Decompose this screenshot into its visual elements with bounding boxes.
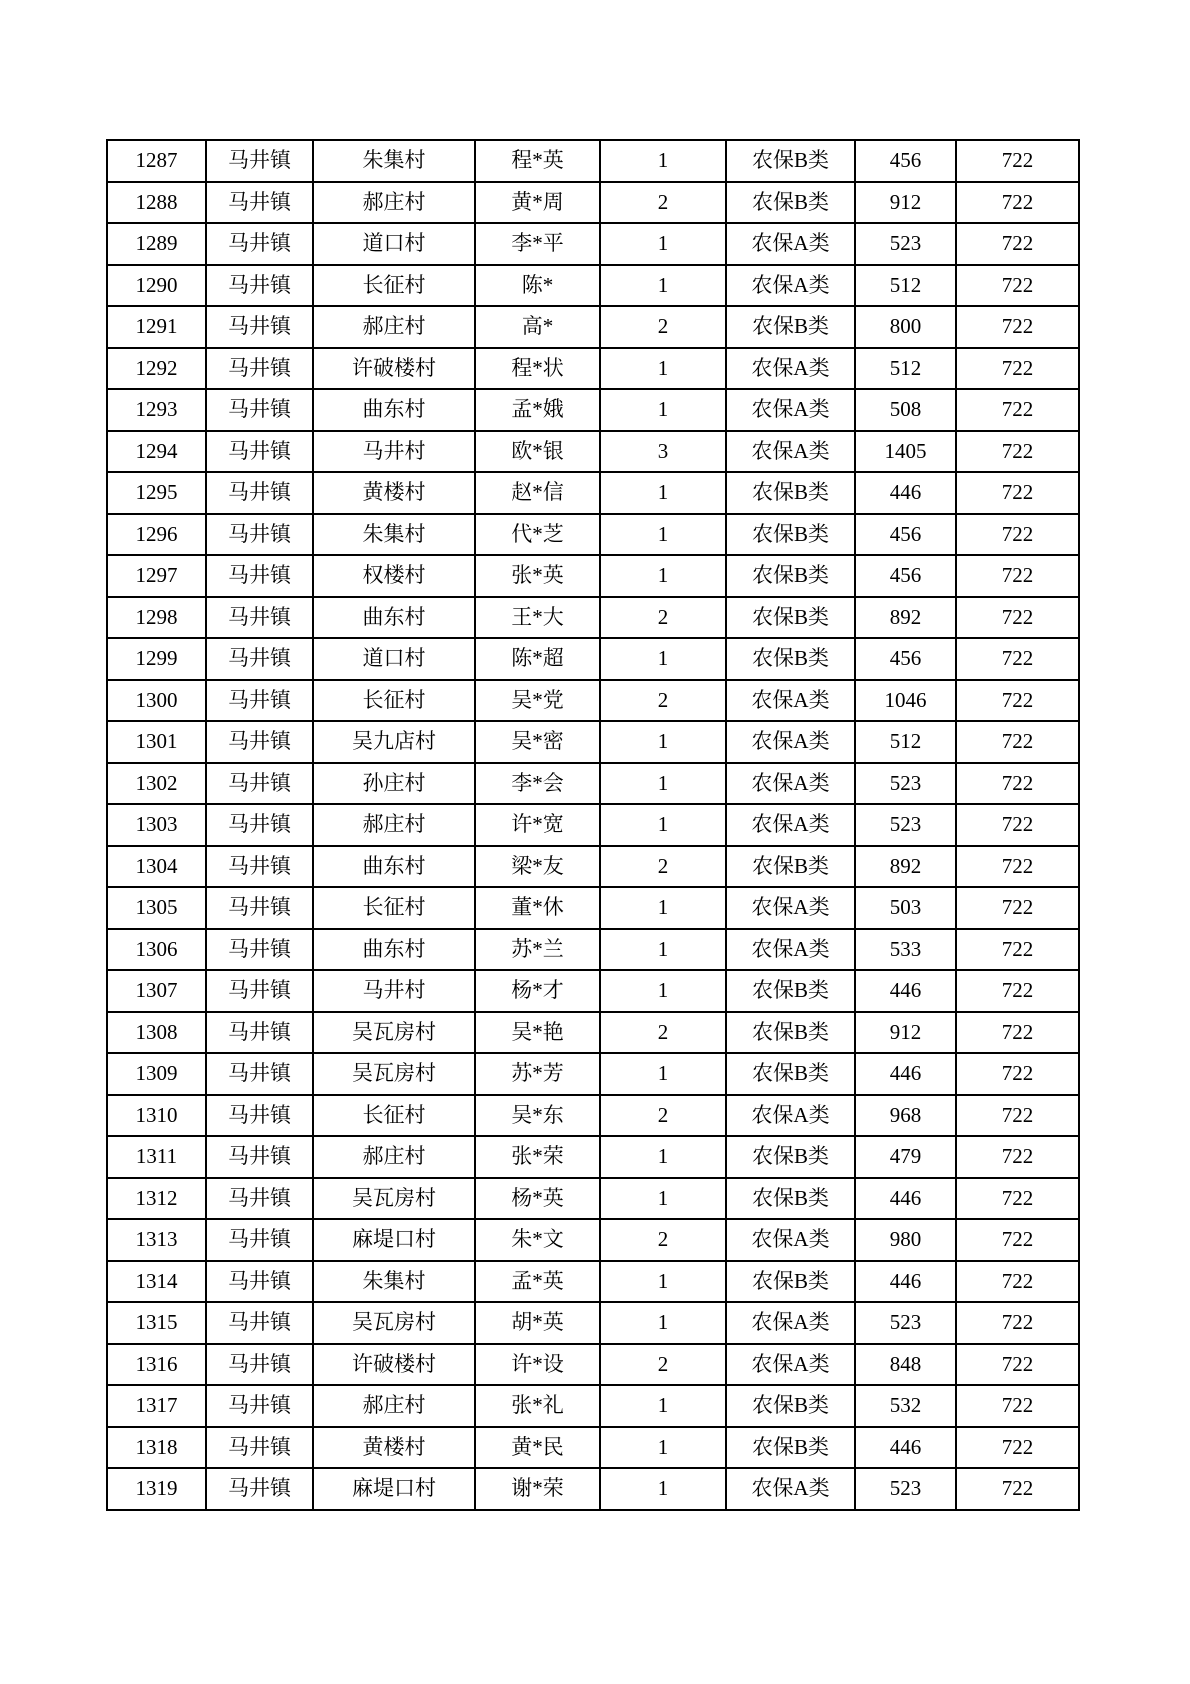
name-cell: 吴*东: [475, 1095, 600, 1137]
name-cell: 孟*娥: [475, 389, 600, 431]
town-cell: 马井镇: [206, 1385, 313, 1427]
village-cell: 曲东村: [313, 846, 475, 888]
town-cell: 马井镇: [206, 1302, 313, 1344]
count-cell: 1: [600, 1053, 726, 1095]
count-cell: 1: [600, 265, 726, 307]
row-id-cell: 1292: [107, 348, 206, 390]
amount-cell: 523: [855, 1302, 956, 1344]
row-id-cell: 1306: [107, 929, 206, 971]
name-cell: 黄*周: [475, 182, 600, 224]
row-id-cell: 1313: [107, 1219, 206, 1261]
town-cell: 马井镇: [206, 1095, 313, 1137]
amount-cell: 456: [855, 555, 956, 597]
count-cell: 1: [600, 763, 726, 805]
table-row: [107, 680, 1079, 722]
insurance-type-cell: 农保B类: [726, 638, 855, 680]
row-id-cell: 1309: [107, 1053, 206, 1095]
town-cell: 马井镇: [206, 846, 313, 888]
table-row: [107, 1219, 1079, 1261]
insurance-type-cell: 农保B类: [726, 846, 855, 888]
standard-cell: 722: [956, 348, 1079, 390]
table-row: [107, 306, 1079, 348]
row-id-cell: 1308: [107, 1012, 206, 1054]
town-cell: 马井镇: [206, 1261, 313, 1303]
village-cell: 郝庄村: [313, 804, 475, 846]
count-cell: 2: [600, 1219, 726, 1261]
town-cell: 马井镇: [206, 472, 313, 514]
row-id-cell: 1312: [107, 1178, 206, 1220]
town-cell: 马井镇: [206, 555, 313, 597]
standard-cell: 722: [956, 1261, 1079, 1303]
town-cell: 马井镇: [206, 265, 313, 307]
count-cell: 2: [600, 597, 726, 639]
name-cell: 欧*银: [475, 431, 600, 473]
town-cell: 马井镇: [206, 929, 313, 971]
table-row: [107, 182, 1079, 224]
insurance-type-cell: 农保B类: [726, 1012, 855, 1054]
name-cell: 杨*才: [475, 970, 600, 1012]
count-cell: 1: [600, 514, 726, 556]
amount-cell: 912: [855, 182, 956, 224]
town-cell: 马井镇: [206, 680, 313, 722]
standard-cell: 722: [956, 472, 1079, 514]
village-cell: 麻堤口村: [313, 1468, 475, 1510]
count-cell: 2: [600, 680, 726, 722]
insurance-type-cell: 农保B类: [726, 472, 855, 514]
count-cell: 1: [600, 1261, 726, 1303]
village-cell: 朱集村: [313, 1261, 475, 1303]
insurance-type-cell: 农保A类: [726, 680, 855, 722]
beneficiary-table: [106, 139, 1080, 1511]
village-cell: 朱集村: [313, 514, 475, 556]
name-cell: 黄*民: [475, 1427, 600, 1469]
insurance-type-cell: 农保A类: [726, 431, 855, 473]
standard-cell: 722: [956, 846, 1079, 888]
row-id-cell: 1298: [107, 597, 206, 639]
amount-cell: 523: [855, 804, 956, 846]
amount-cell: 512: [855, 721, 956, 763]
amount-cell: 523: [855, 223, 956, 265]
count-cell: 2: [600, 1344, 726, 1386]
town-cell: 马井镇: [206, 1344, 313, 1386]
name-cell: 赵*信: [475, 472, 600, 514]
count-cell: 1: [600, 970, 726, 1012]
village-cell: 长征村: [313, 887, 475, 929]
village-cell: 曲东村: [313, 389, 475, 431]
insurance-type-cell: 农保A类: [726, 721, 855, 763]
town-cell: 马井镇: [206, 721, 313, 763]
town-cell: 马井镇: [206, 306, 313, 348]
amount-cell: 1046: [855, 680, 956, 722]
row-id-cell: 1302: [107, 763, 206, 805]
table-row: [107, 389, 1079, 431]
table-row: [107, 1095, 1079, 1137]
row-id-cell: 1288: [107, 182, 206, 224]
name-cell: 程*英: [475, 140, 600, 182]
insurance-type-cell: 农保B类: [726, 1136, 855, 1178]
count-cell: 1: [600, 1468, 726, 1510]
name-cell: 胡*英: [475, 1302, 600, 1344]
standard-cell: 722: [956, 970, 1079, 1012]
count-cell: 2: [600, 1012, 726, 1054]
count-cell: 3: [600, 431, 726, 473]
town-cell: 马井镇: [206, 1053, 313, 1095]
table-row: [107, 223, 1079, 265]
standard-cell: 722: [956, 763, 1079, 805]
standard-cell: 722: [956, 1178, 1079, 1220]
insurance-type-cell: 农保A类: [726, 804, 855, 846]
standard-cell: 722: [956, 1095, 1079, 1137]
village-cell: 马井村: [313, 431, 475, 473]
amount-cell: 912: [855, 1012, 956, 1054]
insurance-type-cell: 农保A类: [726, 348, 855, 390]
town-cell: 马井镇: [206, 1468, 313, 1510]
name-cell: 王*大: [475, 597, 600, 639]
row-id-cell: 1294: [107, 431, 206, 473]
village-cell: 长征村: [313, 265, 475, 307]
standard-cell: 722: [956, 389, 1079, 431]
standard-cell: 722: [956, 555, 1079, 597]
amount-cell: 446: [855, 1053, 956, 1095]
row-id-cell: 1293: [107, 389, 206, 431]
amount-cell: 848: [855, 1344, 956, 1386]
standard-cell: 722: [956, 265, 1079, 307]
amount-cell: 523: [855, 1468, 956, 1510]
row-id-cell: 1311: [107, 1136, 206, 1178]
insurance-type-cell: 农保B类: [726, 1178, 855, 1220]
name-cell: 陈*: [475, 265, 600, 307]
table-row: [107, 1468, 1079, 1510]
table-row: [107, 887, 1079, 929]
name-cell: 李*会: [475, 763, 600, 805]
count-cell: 1: [600, 1302, 726, 1344]
standard-cell: 722: [956, 1427, 1079, 1469]
table-row: [107, 431, 1079, 473]
standard-cell: 722: [956, 431, 1079, 473]
amount-cell: 446: [855, 1178, 956, 1220]
village-cell: 许破楼村: [313, 348, 475, 390]
table-row: [107, 1012, 1079, 1054]
count-cell: 1: [600, 929, 726, 971]
table-row: [107, 1302, 1079, 1344]
town-cell: 马井镇: [206, 887, 313, 929]
amount-cell: 512: [855, 265, 956, 307]
village-cell: 吴瓦房村: [313, 1178, 475, 1220]
town-cell: 马井镇: [206, 223, 313, 265]
insurance-type-cell: 农保B类: [726, 514, 855, 556]
village-cell: 麻堤口村: [313, 1219, 475, 1261]
table-row: [107, 265, 1079, 307]
village-cell: 道口村: [313, 223, 475, 265]
table-row: [107, 970, 1079, 1012]
count-cell: 1: [600, 887, 726, 929]
insurance-type-cell: 农保A类: [726, 389, 855, 431]
name-cell: 陈*超: [475, 638, 600, 680]
town-cell: 马井镇: [206, 1012, 313, 1054]
count-cell: 1: [600, 223, 726, 265]
name-cell: 张*礼: [475, 1385, 600, 1427]
row-id-cell: 1303: [107, 804, 206, 846]
name-cell: 高*: [475, 306, 600, 348]
village-cell: 郝庄村: [313, 1136, 475, 1178]
amount-cell: 456: [855, 140, 956, 182]
insurance-type-cell: 农保B类: [726, 306, 855, 348]
village-cell: 许破楼村: [313, 1344, 475, 1386]
standard-cell: 722: [956, 1468, 1079, 1510]
town-cell: 马井镇: [206, 431, 313, 473]
name-cell: 杨*英: [475, 1178, 600, 1220]
count-cell: 2: [600, 182, 726, 224]
town-cell: 马井镇: [206, 804, 313, 846]
insurance-type-cell: 农保A类: [726, 929, 855, 971]
amount-cell: 1405: [855, 431, 956, 473]
name-cell: 张*荣: [475, 1136, 600, 1178]
row-id-cell: 1315: [107, 1302, 206, 1344]
amount-cell: 446: [855, 1427, 956, 1469]
table-row: [107, 1178, 1079, 1220]
row-id-cell: 1297: [107, 555, 206, 597]
name-cell: 苏*芳: [475, 1053, 600, 1095]
amount-cell: 508: [855, 389, 956, 431]
village-cell: 曲东村: [313, 929, 475, 971]
insurance-type-cell: 农保B类: [726, 1385, 855, 1427]
row-id-cell: 1295: [107, 472, 206, 514]
standard-cell: 722: [956, 182, 1079, 224]
count-cell: 1: [600, 1427, 726, 1469]
row-id-cell: 1317: [107, 1385, 206, 1427]
town-cell: 马井镇: [206, 597, 313, 639]
name-cell: 许*宽: [475, 804, 600, 846]
village-cell: 马井村: [313, 970, 475, 1012]
insurance-type-cell: 农保B类: [726, 970, 855, 1012]
standard-cell: 722: [956, 887, 1079, 929]
amount-cell: 446: [855, 970, 956, 1012]
row-id-cell: 1310: [107, 1095, 206, 1137]
standard-cell: 722: [956, 1344, 1079, 1386]
table-row: [107, 1344, 1079, 1386]
village-cell: 孙庄村: [313, 763, 475, 805]
village-cell: 吴九店村: [313, 721, 475, 763]
town-cell: 马井镇: [206, 638, 313, 680]
insurance-type-cell: 农保A类: [726, 1095, 855, 1137]
table-row: [107, 1427, 1079, 1469]
amount-cell: 503: [855, 887, 956, 929]
amount-cell: 800: [855, 306, 956, 348]
amount-cell: 532: [855, 1385, 956, 1427]
insurance-type-cell: 农保B类: [726, 597, 855, 639]
insurance-type-cell: 农保A类: [726, 887, 855, 929]
count-cell: 1: [600, 140, 726, 182]
name-cell: 吴*艳: [475, 1012, 600, 1054]
name-cell: 吴*密: [475, 721, 600, 763]
table-row: [107, 1385, 1079, 1427]
row-id-cell: 1307: [107, 970, 206, 1012]
village-cell: 朱集村: [313, 140, 475, 182]
town-cell: 马井镇: [206, 970, 313, 1012]
standard-cell: 722: [956, 721, 1079, 763]
table-row: [107, 1053, 1079, 1095]
table-row: [107, 846, 1079, 888]
amount-cell: 892: [855, 846, 956, 888]
standard-cell: 722: [956, 1012, 1079, 1054]
count-cell: 1: [600, 721, 726, 763]
table-row: [107, 721, 1079, 763]
table-row: [107, 763, 1079, 805]
table-row: [107, 1136, 1079, 1178]
standard-cell: 722: [956, 680, 1079, 722]
name-cell: 李*平: [475, 223, 600, 265]
village-cell: 郝庄村: [313, 306, 475, 348]
table-row: [107, 1261, 1079, 1303]
name-cell: 梁*友: [475, 846, 600, 888]
village-cell: 郝庄村: [313, 182, 475, 224]
village-cell: 曲东村: [313, 597, 475, 639]
count-cell: 1: [600, 348, 726, 390]
village-cell: 长征村: [313, 680, 475, 722]
count-cell: 1: [600, 389, 726, 431]
village-cell: 黄楼村: [313, 1427, 475, 1469]
name-cell: 谢*荣: [475, 1468, 600, 1510]
standard-cell: 722: [956, 1136, 1079, 1178]
insurance-type-cell: 农保B类: [726, 555, 855, 597]
village-cell: 吴瓦房村: [313, 1053, 475, 1095]
table-row: [107, 929, 1079, 971]
insurance-type-cell: 农保B类: [726, 1053, 855, 1095]
row-id-cell: 1290: [107, 265, 206, 307]
table-row: [107, 555, 1079, 597]
amount-cell: 446: [855, 1261, 956, 1303]
town-cell: 马井镇: [206, 763, 313, 805]
name-cell: 代*芝: [475, 514, 600, 556]
village-cell: 吴瓦房村: [313, 1302, 475, 1344]
count-cell: 1: [600, 1178, 726, 1220]
name-cell: 吴*党: [475, 680, 600, 722]
table-row: [107, 514, 1079, 556]
count-cell: 1: [600, 555, 726, 597]
table-row: [107, 597, 1079, 639]
standard-cell: 722: [956, 1385, 1079, 1427]
standard-cell: 722: [956, 1219, 1079, 1261]
standard-cell: 722: [956, 929, 1079, 971]
amount-cell: 523: [855, 763, 956, 805]
table-body: [107, 140, 1079, 1510]
row-id-cell: 1300: [107, 680, 206, 722]
standard-cell: 722: [956, 804, 1079, 846]
table-row: [107, 140, 1079, 182]
amount-cell: 892: [855, 597, 956, 639]
row-id-cell: 1318: [107, 1427, 206, 1469]
village-cell: 吴瓦房村: [313, 1012, 475, 1054]
count-cell: 1: [600, 1136, 726, 1178]
name-cell: 孟*英: [475, 1261, 600, 1303]
insurance-type-cell: 农保B类: [726, 182, 855, 224]
town-cell: 马井镇: [206, 348, 313, 390]
row-id-cell: 1314: [107, 1261, 206, 1303]
village-cell: 道口村: [313, 638, 475, 680]
standard-cell: 722: [956, 597, 1079, 639]
row-id-cell: 1319: [107, 1468, 206, 1510]
name-cell: 许*设: [475, 1344, 600, 1386]
table-row: [107, 348, 1079, 390]
name-cell: 程*状: [475, 348, 600, 390]
name-cell: 张*英: [475, 555, 600, 597]
insurance-type-cell: 农保B类: [726, 1261, 855, 1303]
amount-cell: 456: [855, 638, 956, 680]
town-cell: 马井镇: [206, 514, 313, 556]
amount-cell: 479: [855, 1136, 956, 1178]
count-cell: 2: [600, 1095, 726, 1137]
insurance-type-cell: 农保A类: [726, 1344, 855, 1386]
standard-cell: 722: [956, 1302, 1079, 1344]
name-cell: 董*休: [475, 887, 600, 929]
count-cell: 1: [600, 1385, 726, 1427]
standard-cell: 722: [956, 306, 1079, 348]
town-cell: 马井镇: [206, 140, 313, 182]
town-cell: 马井镇: [206, 182, 313, 224]
town-cell: 马井镇: [206, 1178, 313, 1220]
village-cell: 权楼村: [313, 555, 475, 597]
insurance-type-cell: 农保A类: [726, 1219, 855, 1261]
amount-cell: 533: [855, 929, 956, 971]
village-cell: 长征村: [313, 1095, 475, 1137]
village-cell: 黄楼村: [313, 472, 475, 514]
insurance-type-cell: 农保A类: [726, 1302, 855, 1344]
standard-cell: 722: [956, 223, 1079, 265]
row-id-cell: 1296: [107, 514, 206, 556]
insurance-type-cell: 农保A类: [726, 763, 855, 805]
row-id-cell: 1301: [107, 721, 206, 763]
row-id-cell: 1299: [107, 638, 206, 680]
row-id-cell: 1287: [107, 140, 206, 182]
standard-cell: 722: [956, 638, 1079, 680]
row-id-cell: 1305: [107, 887, 206, 929]
town-cell: 马井镇: [206, 1219, 313, 1261]
standard-cell: 722: [956, 514, 1079, 556]
amount-cell: 968: [855, 1095, 956, 1137]
amount-cell: 980: [855, 1219, 956, 1261]
count-cell: 2: [600, 306, 726, 348]
row-id-cell: 1289: [107, 223, 206, 265]
town-cell: 马井镇: [206, 1427, 313, 1469]
insurance-type-cell: 农保A类: [726, 265, 855, 307]
name-cell: 苏*兰: [475, 929, 600, 971]
count-cell: 1: [600, 472, 726, 514]
standard-cell: 722: [956, 140, 1079, 182]
town-cell: 马井镇: [206, 1136, 313, 1178]
count-cell: 1: [600, 804, 726, 846]
village-cell: 郝庄村: [313, 1385, 475, 1427]
table-row: [107, 472, 1079, 514]
standard-cell: 722: [956, 1053, 1079, 1095]
name-cell: 朱*文: [475, 1219, 600, 1261]
table-row: [107, 804, 1079, 846]
row-id-cell: 1316: [107, 1344, 206, 1386]
insurance-type-cell: 农保B类: [726, 140, 855, 182]
amount-cell: 512: [855, 348, 956, 390]
row-id-cell: 1291: [107, 306, 206, 348]
count-cell: 2: [600, 846, 726, 888]
row-id-cell: 1304: [107, 846, 206, 888]
amount-cell: 456: [855, 514, 956, 556]
amount-cell: 446: [855, 472, 956, 514]
town-cell: 马井镇: [206, 389, 313, 431]
insurance-type-cell: 农保A类: [726, 223, 855, 265]
insurance-type-cell: 农保A类: [726, 1468, 855, 1510]
table-row: [107, 638, 1079, 680]
count-cell: 1: [600, 638, 726, 680]
insurance-type-cell: 农保B类: [726, 1427, 855, 1469]
